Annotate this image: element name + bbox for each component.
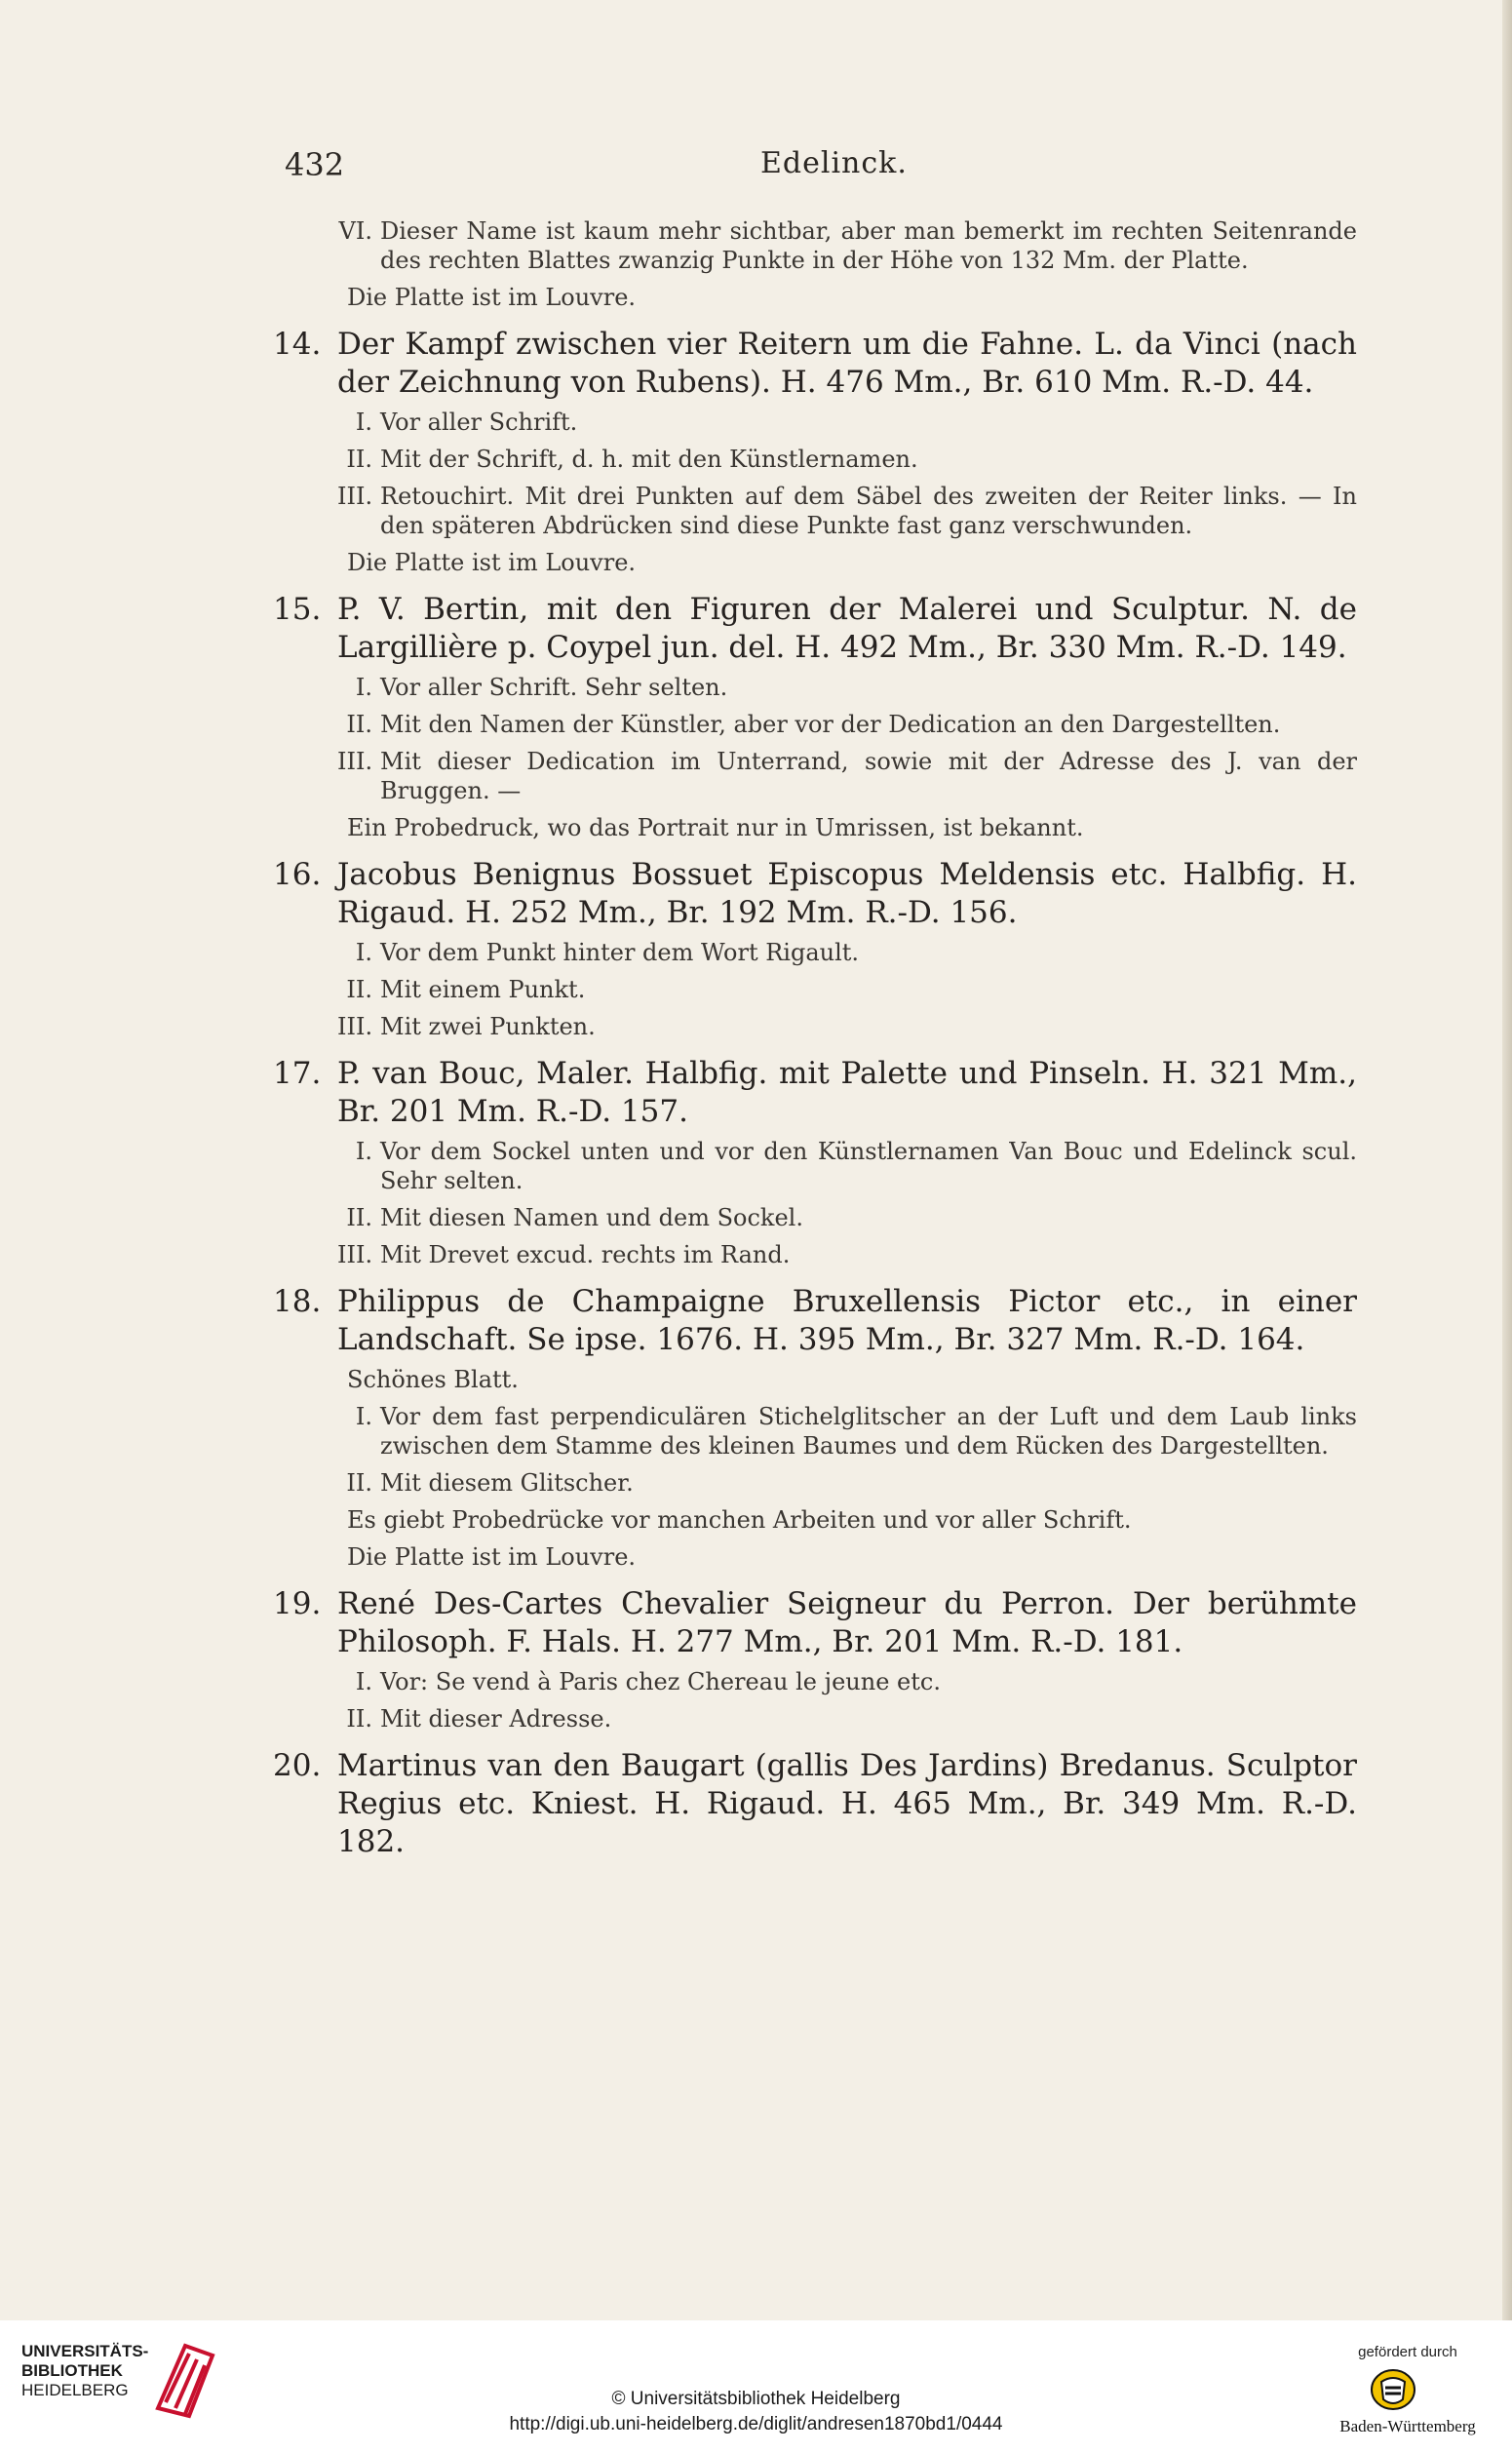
entry-13-continuation bbox=[285, 216, 1357, 312]
entry-number: 18. bbox=[273, 1284, 322, 1319]
library-name-line: UNIVERSITÄTS- bbox=[21, 2342, 149, 2360]
note: Die Platte ist im Louvre. bbox=[347, 549, 637, 576]
state-text: Vor dem Sockel unten und vor den Künstlernamen Van Bouc und Edelinck scul. Sehr selten. bbox=[380, 1138, 1357, 1194]
state-text: Mit der Schrift, d. h. mit den Künstlernamen. bbox=[380, 446, 918, 473]
state bbox=[337, 445, 1357, 474]
library-name-line: BIBLIOTHEK bbox=[21, 2361, 123, 2380]
entry-title-text: Philippus de Champaigne Bruxellensis Pictor etc., in einer Landschaft. Se ipse. 1676. H. 395 Mm., Br. 327 Mm. R.-D. 164. bbox=[337, 1284, 1357, 1357]
state-number: I. bbox=[355, 409, 372, 436]
permalink-url[interactable]: http://digi.ub.uni-heidelberg.de/diglit/andresen1870bd1/0444 bbox=[509, 2414, 1003, 2434]
state-number: I. bbox=[355, 1138, 372, 1165]
state bbox=[337, 482, 1357, 540]
state-number: VI. bbox=[338, 217, 372, 245]
entry-title bbox=[273, 1283, 1357, 1359]
entry-16 bbox=[273, 856, 1357, 1041]
sponsor-logo[interactable] bbox=[1296, 2344, 1491, 2445]
state bbox=[337, 975, 1357, 1004]
note: Schönes Blatt. bbox=[347, 1366, 519, 1393]
page-number: 432 bbox=[285, 146, 345, 183]
entry-title bbox=[273, 856, 1357, 932]
state-text: Mit den Namen der Künstler, aber vor der Dedication an den Dargestellten. bbox=[380, 711, 1281, 738]
entry-title-text: Martinus van den Baugart (gallis Des Jardins) Bredanus. Sculptor Regius etc. Kniest. H. Rigaud. H. 465 Mm., Br. 349 Mm. R.-D. 182. bbox=[337, 1748, 1357, 1859]
state-number: I. bbox=[355, 674, 372, 701]
state-number: I. bbox=[355, 1668, 372, 1695]
entry-number: 19. bbox=[273, 1586, 322, 1621]
entry-14 bbox=[273, 326, 1357, 577]
digitization-footer bbox=[0, 2320, 1512, 2453]
state-number: II. bbox=[346, 1705, 372, 1733]
state-text: Vor dem fast perpendiculären Stichelglitscher an der Luft und dem Laub links zwischen dem Stamme des kleinen Baumes und dem Rücken des Dargestellten. bbox=[380, 1403, 1357, 1460]
state-number: III. bbox=[337, 1241, 373, 1268]
state-number: II. bbox=[346, 446, 372, 473]
state-text: Mit diesen Namen und dem Sockel. bbox=[380, 1204, 803, 1231]
entry-number: 20. bbox=[273, 1748, 322, 1783]
page-edge bbox=[1502, 0, 1512, 2320]
note: Es giebt Probedrücke vor manchen Arbeiten und vor aller Schrift. bbox=[347, 1506, 1132, 1534]
sponsor-label: gefördert durch bbox=[1358, 2344, 1457, 2360]
state-number: III. bbox=[337, 1013, 373, 1040]
state-number: III. bbox=[337, 748, 373, 775]
state bbox=[337, 1402, 1357, 1460]
state bbox=[337, 408, 1357, 437]
entry-title bbox=[273, 1585, 1357, 1661]
entry-title-text: P. van Bouc, Maler. Halbfig. mit Palette und Pinseln. H. 321 Mm., Br. 201 Mm. R.-D. 157. bbox=[337, 1056, 1357, 1129]
state bbox=[337, 1667, 1357, 1696]
entry-title-text: Der Kampf zwischen vier Reitern um die Fahne. L. da Vinci (nach der Zeichnung von Rubens). H. 476 Mm., Br. 610 Mm. R.-D. 44. bbox=[337, 327, 1357, 400]
state-number: III. bbox=[337, 483, 373, 510]
note: Ein Probedruck, wo das Portrait nur in Umrissen, ist bekannt. bbox=[347, 814, 1084, 841]
state-text: Vor aller Schrift. bbox=[380, 409, 578, 436]
state bbox=[337, 938, 1357, 967]
entry-title bbox=[273, 1747, 1357, 1861]
state-text: Retouchirt. Mit drei Punkten auf dem Säbel des zweiten der Reiter links. — In den späteren Abdrücken sind diese Punkte fast ganz verschwunden. bbox=[380, 483, 1357, 539]
state bbox=[337, 1240, 1357, 1269]
state-number: II. bbox=[346, 1204, 372, 1231]
state-text: Vor aller Schrift. Sehr selten. bbox=[380, 674, 728, 701]
catalogue-text bbox=[273, 216, 1357, 1875]
note: Die Platte ist im Louvre. bbox=[347, 284, 637, 311]
entry-number: 15. bbox=[273, 592, 322, 627]
entry-number: 14. bbox=[273, 327, 322, 362]
sponsor-name: Baden-Württemberg bbox=[1339, 2417, 1476, 2435]
entry-17 bbox=[273, 1055, 1357, 1269]
entry-title-text: Jacobus Benignus Bossuet Episcopus Meldensis etc. Halbfig. H. Rigaud. H. 252 Mm., Br. 192 Mm. R.-D. 156. bbox=[337, 857, 1357, 930]
state bbox=[337, 1704, 1357, 1733]
entry-title bbox=[273, 591, 1357, 667]
state bbox=[337, 747, 1357, 805]
state bbox=[337, 1468, 1357, 1498]
state bbox=[337, 1203, 1357, 1232]
state-text: Mit dieser Adresse. bbox=[380, 1705, 612, 1733]
entry-number: 17. bbox=[273, 1056, 322, 1091]
running-head bbox=[285, 146, 1357, 189]
entry-number: 16. bbox=[273, 857, 322, 892]
state-number: I. bbox=[355, 1403, 372, 1430]
state-text: Mit zwei Punkten. bbox=[380, 1013, 596, 1040]
state bbox=[337, 1012, 1357, 1041]
state-number: II. bbox=[346, 976, 372, 1003]
coat-of-arms-icon bbox=[1370, 2366, 1416, 2413]
state-number: II. bbox=[346, 1469, 372, 1497]
entry-title-text: René Des-Cartes Chevalier Seigneur du Perron. Der berühmte Philosoph. F. Hals. H. 277 Mm., Br. 201 Mm. R.-D. 181. bbox=[337, 1586, 1357, 1659]
state-text: Mit Drevet excud. rechts im Rand. bbox=[380, 1241, 791, 1268]
state-text: Vor dem Punkt hinter dem Wort Rigault. bbox=[380, 939, 860, 966]
running-title: Edelinck. bbox=[760, 146, 908, 180]
state-number: II. bbox=[346, 711, 372, 738]
state-text: Mit diesem Glitscher. bbox=[380, 1469, 634, 1497]
state bbox=[337, 710, 1357, 739]
entry-title bbox=[273, 1055, 1357, 1131]
state bbox=[337, 673, 1357, 702]
copyright-notice: © Universitätsbibliothek Heidelberg bbox=[611, 2389, 901, 2409]
entry-15 bbox=[273, 591, 1357, 842]
entry-19 bbox=[273, 1585, 1357, 1733]
state-text: Mit dieser Dedication im Unterrand, sowie mit der Adresse des J. van der Bruggen. — bbox=[380, 748, 1357, 804]
entry-18 bbox=[273, 1283, 1357, 1572]
entry-20 bbox=[273, 1747, 1357, 1861]
entry-title bbox=[273, 326, 1357, 402]
state bbox=[337, 1137, 1357, 1195]
entry-title-text: P. V. Bertin, mit den Figuren der Malerei und Sculptur. N. de Largillière p. Coypel jun. del. H. 492 Mm., Br. 330 Mm. R.-D. 149. bbox=[337, 592, 1357, 665]
state-text: Dieser Name ist kaum mehr sichtbar, aber man bemerkt im rechten Seitenrande des rechten Blattes zwanzig Punkte in der Höhe von 132 Mm. der Platte. bbox=[380, 217, 1357, 274]
state-text: Mit einem Punkt. bbox=[380, 976, 586, 1003]
state-text: Vor: Se vend à Paris chez Chereau le jeune etc. bbox=[380, 1668, 941, 1695]
library-name-line: HEIDELBERG bbox=[21, 2381, 129, 2399]
note: Die Platte ist im Louvre. bbox=[347, 1543, 637, 1571]
state-number: I. bbox=[355, 939, 372, 966]
state bbox=[337, 216, 1357, 275]
